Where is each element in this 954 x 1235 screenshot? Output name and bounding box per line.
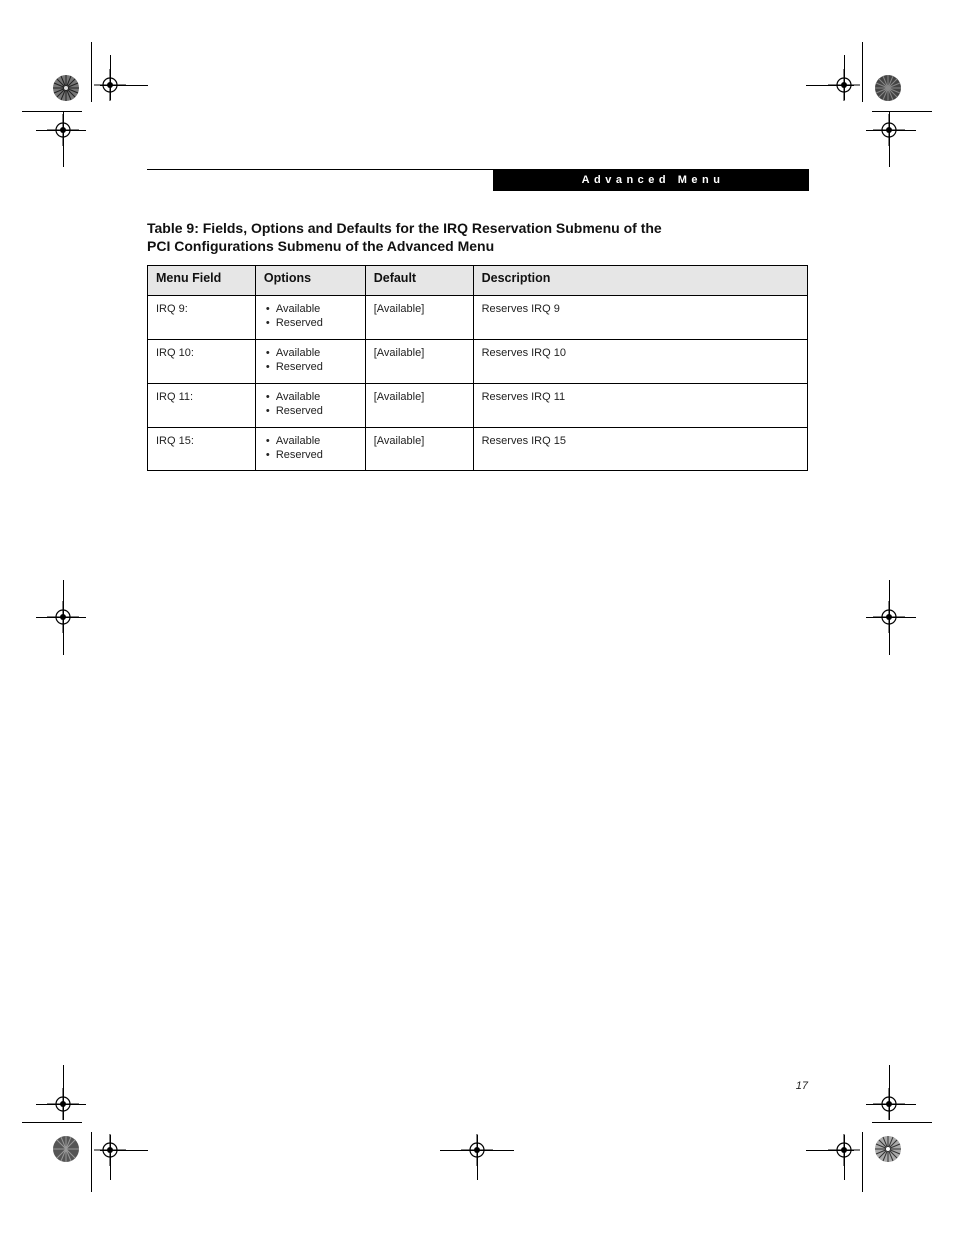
table-row xyxy=(148,384,808,428)
default-cell: [Available] xyxy=(365,340,473,384)
starburst-icon xyxy=(52,1135,80,1163)
column-header: Options xyxy=(255,266,365,296)
table-title-line: Table 9: Fields, Options and Defaults for the IRQ Reservation Submenu of the xyxy=(147,220,662,236)
option-item: • Available xyxy=(266,390,357,404)
section-title: Advanced Menu xyxy=(581,174,725,186)
default-cell: [Available] xyxy=(365,428,473,471)
options-cell xyxy=(255,384,365,428)
options-list xyxy=(264,434,357,462)
option-item: • Reserved xyxy=(266,360,357,374)
section-header-bar xyxy=(493,169,809,191)
crosshair-circle-icon xyxy=(43,597,83,637)
column-header: Menu Field xyxy=(148,266,256,296)
menu-field-cell: IRQ 9: xyxy=(148,296,256,340)
description-cell: Reserves IRQ 10 xyxy=(473,340,807,384)
options-list xyxy=(264,302,357,330)
crosshair-circle-icon xyxy=(90,1130,130,1170)
starburst-icon xyxy=(52,74,80,102)
options-cell xyxy=(255,340,365,384)
option-item: • Reserved xyxy=(266,316,357,330)
crosshair-circle-icon xyxy=(824,65,864,105)
crosshair-circle-icon xyxy=(869,597,909,637)
crosshair-circle-icon xyxy=(824,1130,864,1170)
option-item: • Reserved xyxy=(266,448,357,462)
options-list xyxy=(264,346,357,374)
starburst-icon xyxy=(874,74,902,102)
option-item: • Reserved xyxy=(266,404,357,418)
default-cell: [Available] xyxy=(365,296,473,340)
table-title-line: PCI Configurations Submenu of the Advanced Menu xyxy=(147,238,495,254)
crosshair-circle-icon xyxy=(869,110,909,150)
table-title xyxy=(147,219,667,255)
crosshair-circle-icon xyxy=(90,65,130,105)
default-cell: [Available] xyxy=(365,384,473,428)
table-row xyxy=(148,428,808,471)
options-list xyxy=(264,390,357,418)
option-item: • Available xyxy=(266,346,357,360)
option-item: • Available xyxy=(266,302,357,316)
options-cell xyxy=(255,296,365,340)
header-rule xyxy=(147,169,493,170)
description-cell: Reserves IRQ 9 xyxy=(473,296,807,340)
crosshair-circle-icon xyxy=(869,1084,909,1124)
menu-field-cell: IRQ 15: xyxy=(148,428,256,471)
menu-field-cell: IRQ 11: xyxy=(148,384,256,428)
menu-field-cell: IRQ 10: xyxy=(148,340,256,384)
option-item: • Available xyxy=(266,434,357,448)
starburst-icon xyxy=(874,1135,902,1163)
description-cell: Reserves IRQ 11 xyxy=(473,384,807,428)
table-row xyxy=(148,340,808,384)
crosshair-circle-icon xyxy=(457,1130,497,1170)
column-header: Description xyxy=(473,266,807,296)
crosshair-circle-icon xyxy=(43,110,83,150)
table-header-row xyxy=(148,266,808,296)
page-number: 17 xyxy=(795,1080,808,1092)
column-header: Default xyxy=(365,266,473,296)
crosshair-circle-icon xyxy=(43,1084,83,1124)
options-cell xyxy=(255,428,365,471)
description-cell: Reserves IRQ 15 xyxy=(473,428,807,471)
irq-reservation-table xyxy=(147,265,808,471)
table-row xyxy=(148,296,808,340)
